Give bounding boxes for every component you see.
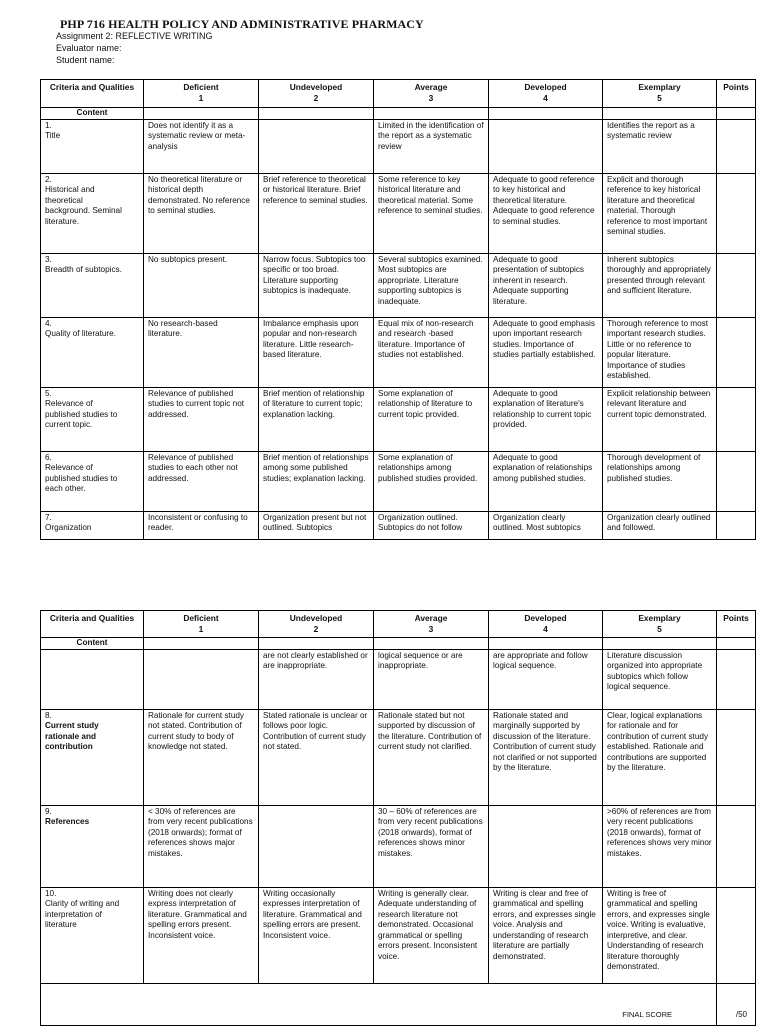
average-header: Average 3: [374, 611, 489, 638]
cell-undeveloped: Organization present but not outlined. Subtopics: [259, 511, 374, 539]
criterion-number: 8.: [45, 710, 52, 720]
criterion-cell: [41, 387, 144, 451]
criterion-cell: [41, 451, 144, 511]
cell-undeveloped: Stated rationale is unclear or follows poor logic. Contribution of current study not stated.: [259, 709, 374, 805]
deficient-header: Deficient 1: [144, 611, 259, 638]
cell-undeveloped-cont: are not clearly established or are inappropriate.: [259, 649, 374, 709]
cell-average: 30 – 60% of references are from very recent publications (2018 onwards), format of references shows minor mistakes.: [374, 805, 489, 887]
criterion-row: [41, 887, 756, 983]
criterion-row: [41, 451, 756, 511]
criterion-cell: [41, 709, 144, 805]
criterion-label: Organization: [45, 523, 92, 532]
points-cell[interactable]: [717, 887, 756, 983]
content-label: Content: [41, 108, 144, 120]
criterion-label: Title: [45, 131, 61, 140]
cell-deficient: No subtopics present.: [144, 253, 259, 317]
cell-exemplary: Inherent subtopics thoroughly and appropriately presented through relevant and sufficient literature.: [603, 253, 717, 317]
cell-undeveloped: Narrow focus. Subtopics too specific or too broad. Literature supporting subtopics is inadequate.: [259, 253, 374, 317]
cell-exemplary: Organization clearly outlined and followed.: [603, 511, 717, 539]
student-name-label: Student name:: [56, 55, 115, 65]
criterion-label: Clarity of writing and interpretation of literature: [45, 899, 120, 929]
content-label: Content: [41, 638, 144, 650]
points-cell[interactable]: [717, 253, 756, 317]
header-row: [41, 80, 756, 108]
cell-developed: Adequate to good reference to key historical and theoretical literature. Adequate to good reference to seminal studies.: [489, 173, 603, 253]
cell-exemplary: Clear, logical explanations for rationale and for contribution of current study established. Rationale and contributions are supported by the literature.: [603, 709, 717, 805]
criterion-label: Quality of literature.: [45, 329, 116, 338]
cell-deficient: Relevance of published studies to current topic not addressed.: [144, 387, 259, 451]
points-cell[interactable]: [717, 387, 756, 451]
cell-developed: Adequate to good explanation of literature's relationship to current topic provided.: [489, 387, 603, 451]
points-header: Points: [717, 80, 756, 108]
rubric-table-page-1: [40, 79, 756, 540]
points-cell[interactable]: [717, 119, 756, 173]
points-cell[interactable]: [717, 317, 756, 387]
undeveloped-header: Undeveloped 2: [259, 611, 374, 638]
cell-exemplary: Explicit and thorough reference to key historical literature and theoretical material. Thorough reference to most important seminal studies.: [603, 173, 717, 253]
cell-undeveloped: Brief reference to theoretical or historical literature. Brief reference to seminal studies.: [259, 173, 374, 253]
criterion-label: Current study rationale and contribution: [45, 721, 99, 751]
cell-developed-cont: are appropriate and follow logical sequence.: [489, 649, 603, 709]
criterion-number: 10.: [45, 888, 57, 898]
final-score-row: [41, 983, 756, 1025]
cell-undeveloped: Brief mention of relationships among some published studies; explanation lacking.: [259, 451, 374, 511]
cell-developed: Adequate to good presentation of subtopics inherent in research. Adequate supporting literature.: [489, 253, 603, 317]
criterion-number: 4.: [45, 318, 52, 328]
course-title: PHP 716 HEALTH POLICY AND ADMINISTRATIVE PHARMACY: [60, 17, 424, 31]
cell-average: Equal mix of non-research and research -based literature. Importance of studies not established.: [374, 317, 489, 387]
criterion-cell: [41, 805, 144, 887]
cell-exemplary: Writing is free of grammatical and spelling errors, and expresses single voice. Writing is evaluative, interpretive, and clear. Understanding of research literature thoroughly demonstrated.: [603, 887, 717, 983]
criterion-number: 7.: [45, 512, 52, 522]
exemplary-header: Exemplary 5: [603, 80, 717, 108]
cell-average: Some explanation of relationships among published studies provided.: [374, 451, 489, 511]
cell-average: Writing is generally clear. Adequate understanding of research literature not demonstrated. Occasional grammatical or spelling errors present. Inconsistent voice.: [374, 887, 489, 983]
points-cell[interactable]: [717, 511, 756, 539]
criterion-cell: [41, 253, 144, 317]
exemplary-header: Exemplary 5: [603, 611, 717, 638]
cell-undeveloped: [259, 119, 374, 173]
undeveloped-header: Undeveloped 2: [259, 80, 374, 108]
cell-undeveloped: Brief mention of relationship of literature to current topic; explanation lacking.: [259, 387, 374, 451]
criterion-number: 3.: [45, 254, 52, 264]
criterion-row: [41, 511, 756, 539]
cell-average: Limited in the identification of the report as a systematic review: [374, 119, 489, 173]
final-score-total: /50: [735, 1010, 747, 1019]
cell-exemplary: Explicit relationship between relevant literature and current topic demonstrated.: [603, 387, 717, 451]
criterion-label: Breadth of subtopics.: [45, 265, 122, 274]
criterion-row: [41, 387, 756, 451]
criterion-label: Relevance of published studies to each other.: [45, 463, 118, 493]
criterion-number: 9.: [45, 806, 52, 816]
criteria-header: Criteria and Qualities: [41, 80, 144, 108]
criteria-header: Criteria and Qualities: [41, 611, 144, 638]
developed-header: Developed 4: [489, 80, 603, 108]
criterion-row: [41, 119, 756, 173]
cell-developed: Adequate to good emphasis upon important research studies. Importance of studies partially established.: [489, 317, 603, 387]
points-cell[interactable]: [717, 173, 756, 253]
cell-exemplary: >60% of references are from very recent publications (2018 onwards), format of references shows very minor mistakes.: [603, 805, 717, 887]
criterion-cell: [41, 119, 144, 173]
criterion-label: Relevance of published studies to current topic.: [45, 399, 118, 429]
rubric-table-page-2: [40, 610, 756, 1026]
cell-deficient: Rationale for current study not stated. Contribution of current study to body of knowledge not stated.: [144, 709, 259, 805]
points-cell[interactable]: [717, 709, 756, 805]
criterion-number: 5.: [45, 388, 52, 398]
cell-undeveloped: Imbalance emphasis upon popular and non-research literature. Little research-based literature.: [259, 317, 374, 387]
cell-developed: [489, 805, 603, 887]
criterion-label: References: [45, 817, 90, 826]
assignment-label: Assignment 2: REFLECTIVE WRITING: [56, 31, 213, 41]
cell-average: Rationale stated but not supported by discussion of the literature. Contribution of current study not clarified.: [374, 709, 489, 805]
content-subheader-row: [41, 108, 756, 120]
points-cell[interactable]: [717, 805, 756, 887]
cell-exemplary: Thorough reference to most important research studies. Little or no reference to popular literature. Importance of studies established.: [603, 317, 717, 387]
criterion-row: [41, 709, 756, 805]
cell-deficient: < 30% of references are from very recent publications (2018 onwards); format of references shows major mistakes.: [144, 805, 259, 887]
cell-developed: Writing is clear and free of grammatical and spelling errors, and expresses single voice. Analysis and understanding of research literature are partially demonstrated.: [489, 887, 603, 983]
criterion-cell: [41, 511, 144, 539]
criterion-cell: [41, 317, 144, 387]
continued-row-organization: [41, 649, 756, 709]
cell-deficient: No research-based literature.: [144, 317, 259, 387]
criterion-row: [41, 173, 756, 253]
criterion-number: 1.: [45, 120, 52, 130]
points-header: Points: [717, 611, 756, 638]
criterion-cell: [41, 887, 144, 983]
cell-developed: [489, 119, 603, 173]
cell-average: Organization outlined. Subtopics do not follow: [374, 511, 489, 539]
criterion-row: [41, 805, 756, 887]
points-cell[interactable]: [717, 451, 756, 511]
cell-average: Some explanation of relationship of literature to current topic provided.: [374, 387, 489, 451]
final-score-label: FINAL SCORE: [622, 1010, 672, 1019]
cell-average: Several subtopics examined. Most subtopics are appropriate. Literature supporting subtopics is inadequate.: [374, 253, 489, 317]
average-header: Average 3: [374, 80, 489, 108]
cell-exemplary: Identifies the report as a systematic review: [603, 119, 717, 173]
deficient-header: Deficient 1: [144, 80, 259, 108]
criterion-number: 6.: [45, 452, 52, 462]
cell-average-cont: logical sequence or are inappropriate.: [374, 649, 489, 709]
cell-deficient: Writing does not clearly express interpretation of literature. Grammatical and spelling errors present. Inconsistent voice.: [144, 887, 259, 983]
evaluator-name-label: Evaluator name:: [56, 43, 122, 53]
cell-undeveloped: [259, 805, 374, 887]
content-subheader-row: [41, 638, 756, 650]
cell-undeveloped: Writing occasionally expresses interpretation of literature. Grammatical and spelling errors are present. Inconsistent voice.: [259, 887, 374, 983]
cell-deficient: Does not identify it as a systematic review or meta-analysis: [144, 119, 259, 173]
header-row: [41, 611, 756, 638]
cell-developed: Rationale stated and marginally supported by discussion of the literature. Contribution of current study not clarified or not supported by the literature.: [489, 709, 603, 805]
cell-average: Some reference to key historical literature and theoretical material. Some reference to seminal studies.: [374, 173, 489, 253]
cell-exemplary-cont: Literature discussion organized into appropriate subtopics which follow logical sequence.: [603, 649, 717, 709]
cell-developed: Organization clearly outlined. Most subtopics: [489, 511, 603, 539]
criterion-row: [41, 253, 756, 317]
cell-deficient: No theoretical literature or historical depth demonstrated. No reference to seminal studies.: [144, 173, 259, 253]
criterion-cell: [41, 173, 144, 253]
cell-deficient: Relevance of published studies to each other not addressed.: [144, 451, 259, 511]
criterion-number: 2.: [45, 174, 52, 184]
developed-header: Developed 4: [489, 611, 603, 638]
cell-deficient: Inconsistent or confusing to reader.: [144, 511, 259, 539]
cell-developed: Adequate to good explanation of relationships among published studies.: [489, 451, 603, 511]
cell-exemplary: Thorough development of relationships among published studies.: [603, 451, 717, 511]
criterion-label: Historical and theoretical background. Seminal literature.: [45, 185, 122, 226]
criterion-row: [41, 317, 756, 387]
